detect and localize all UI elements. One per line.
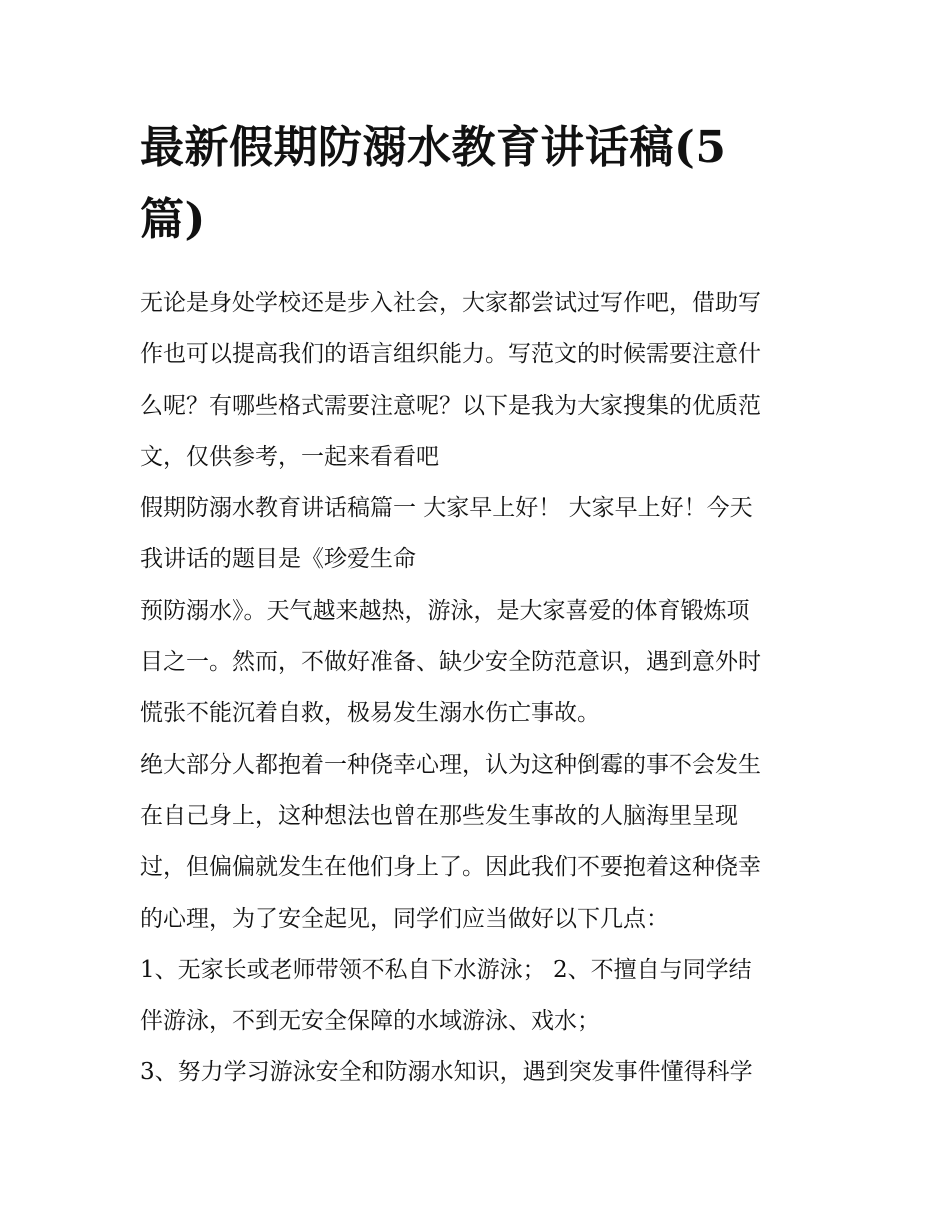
body-line: 绝大部分人都抱着一种侥幸心理，认为这种倒霉的事不会发生 bbox=[140, 751, 761, 778]
body-line: 在自己身上，这种想法也曾在那些发生事故的人脑海里呈现 bbox=[140, 802, 738, 829]
body-line: 1、无家长或老师带领不私自下水游泳； 2、不擅自与同学结 bbox=[140, 956, 752, 983]
body-line: 慌张不能沉着自救，极易发生溺水伤亡事故。 bbox=[140, 700, 600, 727]
document-body bbox=[140, 278, 840, 1099]
body-line: 的心理，为了安全起见，同学们应当做好以下几点： bbox=[140, 905, 669, 932]
body-line: 作也可以提高我们的语言组织能力。写范文的时候需要注意什 bbox=[140, 341, 761, 368]
title-line: 最新假期防溺水教育讲话稿(5 bbox=[140, 122, 727, 173]
body-line: 我讲话的题目是《珍爱生命 bbox=[140, 546, 416, 573]
body-line: 3、努力学习游泳安全和防溺水知识，遇到突发事件懂得科学 bbox=[140, 1059, 753, 1086]
body-line: 伴游泳，不到无安全保障的水域游泳、戏水； bbox=[140, 1008, 600, 1035]
body-line: 无论是身处学校还是步入社会，大家都尝试过写作吧，借助写 bbox=[140, 290, 761, 316]
body-line: 目之一。然而，不做好准备、缺少安全防范意识，遇到意外时 bbox=[140, 649, 761, 676]
body-line: 过，但偏偏就发生在他们身上了。因此我们不要抱着这种侥幸 bbox=[140, 854, 761, 881]
document-title bbox=[140, 112, 820, 256]
body-line: 假期防溺水教育讲话稿篇一 大家早上好！ 大家早上好！今天 bbox=[140, 495, 753, 522]
title-line: 篇) bbox=[140, 194, 206, 245]
body-line: 预防溺水》。天气越来越热，游泳，是大家喜爱的体育锻炼项 bbox=[140, 597, 750, 624]
body-line: 文，仅供参考，一起来看看吧 bbox=[140, 443, 439, 470]
body-line: 么呢？有哪些格式需要注意呢？以下是我为大家搜集的优质范 bbox=[140, 392, 761, 419]
